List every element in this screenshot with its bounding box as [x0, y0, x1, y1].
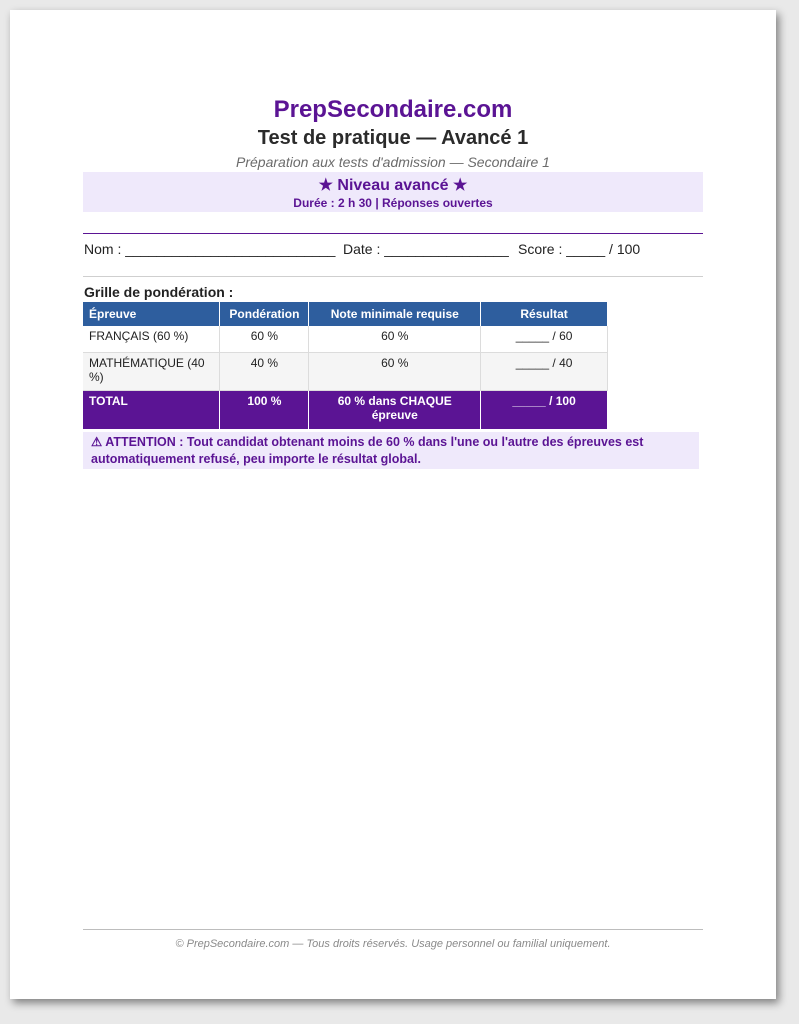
page-subtitle: Préparation aux tests d'admission — Secondaire 1 [236, 154, 550, 170]
page-title: Test de pratique — Avancé 1 [257, 127, 529, 149]
brand-name: PrepSecondaire.com [273, 96, 513, 123]
table-cell: 40 % [220, 353, 309, 391]
divider [83, 276, 703, 277]
weighting-table [83, 302, 608, 429]
attention-notice: ⚠ ATTENTION : Tout candidat obtenant moins de 60 % dans l'une ou l'autre des épreuves est automatiquement refusé, peu importe le résultat global. [83, 432, 699, 469]
footer-divider [83, 929, 703, 930]
divider [83, 233, 703, 234]
level-banner [83, 172, 703, 212]
grid-label: Grille de pondération : [84, 284, 234, 300]
table-row [83, 353, 608, 391]
column-header: Résultat [481, 302, 608, 326]
table-cell: 60 % dans CHAQUE épreuve [309, 391, 481, 430]
table-cell: TOTAL [83, 391, 220, 430]
column-header: Pondération [220, 302, 309, 326]
column-header: Note minimale requise [309, 302, 481, 326]
table-cell[interactable]: _____ / 60 [481, 326, 608, 353]
table-cell: 60 % [220, 326, 309, 353]
table-cell: FRANÇAIS (60 %) [83, 326, 220, 353]
table-cell[interactable]: _____ / 100 [481, 391, 608, 430]
table-total-row [83, 391, 608, 430]
table-cell: 100 % [220, 391, 309, 430]
table-header-row [83, 302, 608, 326]
date-field[interactable]: Date : ________________ [343, 241, 509, 257]
table-cell[interactable]: _____ / 40 [481, 353, 608, 391]
level-title: ★ Niveau avancé ★ [318, 177, 468, 194]
footer-text: © PrepSecondaire.com — Tous droits réservés. Usage personnel ou familial uniquement. [175, 938, 611, 950]
level-details: Durée : 2 h 30 | Réponses ouvertes [293, 196, 493, 210]
table-cell: 60 % [309, 326, 481, 353]
column-header: Épreuve [83, 302, 220, 326]
table-cell: MATHÉMATIQUE (40 %) [83, 353, 220, 391]
score-field[interactable]: Score : _____ / 100 [518, 241, 641, 257]
name-field[interactable]: Nom : ___________________________ [84, 241, 336, 257]
table-row [83, 326, 608, 353]
document-page [10, 10, 776, 999]
table-cell: 60 % [309, 353, 481, 391]
